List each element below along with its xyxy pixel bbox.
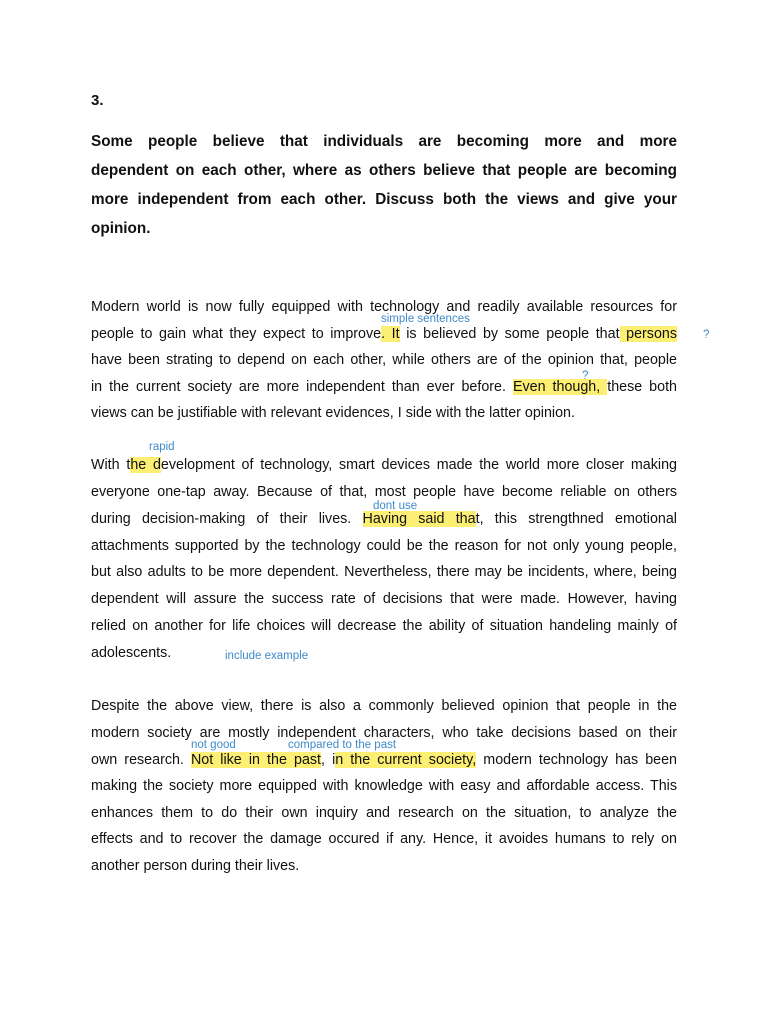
annotation-compared-to-past: compared to the past	[288, 739, 397, 751]
question-line: dependent on each other, where as others believe that people are becoming	[91, 162, 677, 179]
paragraph-1-line: people to gain what they expect to improve. It is believed by some people that persons	[91, 326, 678, 342]
paragraph-3-line: own research. Not like in the past, in the current society, modern technology has been	[91, 752, 678, 768]
annotation-simple-sentences: simple sentences	[381, 313, 470, 325]
paragraph-2-line: dependent will assure the success rate of decisions that were made. However, having	[91, 591, 677, 607]
annotation-not-good: not good	[191, 739, 236, 751]
paragraph-3-line: another person during their lives.	[91, 858, 300, 874]
annotation-include-example: include example	[225, 650, 309, 662]
paragraph-3-line: Despite the above view, there is also a commonly believed opinion that people in the	[91, 698, 677, 714]
paragraph-3-line: effects and to recover the damage occured if any. Hence, it avoides humans to rely on	[91, 831, 677, 847]
paragraph-2-line: everyone one-tap away. Because of that, most people have become reliable on others	[91, 484, 677, 500]
paragraph-2-line: attachments supported by the technology could be the reason for not only young people,	[91, 538, 677, 554]
annotation-question-mark: ?	[703, 329, 710, 341]
highlight: Having said tha	[362, 511, 476, 527]
paragraph-1-line: in the current society are more independent than ever before. Even though, these both	[91, 379, 678, 395]
question-number: 3.	[91, 92, 104, 109]
highlight: persons	[619, 326, 678, 342]
annotation-question-mark: ?	[582, 370, 589, 382]
question-line: opinion.	[91, 220, 151, 237]
paragraph-2-line: adolescents.	[91, 645, 172, 661]
paragraph-3-line: enhances them to do their own inquiry and research on the situation, to analyze the	[91, 805, 677, 821]
question-line: Some people believe that individuals are becoming more and more	[91, 133, 677, 150]
paragraph-3-line: making the society more equipped with knowledge with easy and affordable access. This	[91, 778, 677, 794]
annotation-dont-use: dont use	[373, 500, 418, 512]
paragraph-2-line: during decision-making of their lives. Having said that, this strengthned emotional	[91, 511, 677, 527]
highlight: he d	[130, 457, 161, 473]
highlight: . It	[381, 326, 400, 342]
paragraph-2-line: relied on another for life choices will decrease the ability of situation handeling mainly of	[91, 618, 677, 634]
question-line: more independent from each other. Discuss both the views and give your	[91, 191, 677, 208]
paragraph-1-line: have been strating to depend on each other, while others are of the opinion that, people	[91, 352, 677, 368]
paragraph-1-line: views can be justifiable with relevant evidences, I side with the latter opinion.	[91, 405, 575, 421]
highlight: Not like in the past	[190, 752, 322, 768]
highlight: Even though,	[512, 379, 608, 395]
paragraph-3-line: modern society are mostly independent characters, who take decisions based on their	[91, 725, 677, 741]
annotation-rapid: rapid	[149, 441, 175, 453]
paragraph-2-line: but also adults to be more dependent. Nevertheless, there may be incidents, where, being	[91, 564, 677, 580]
highlight: n the current society,	[335, 752, 477, 768]
paragraph-1-line: Modern world is now fully equipped with technology and readily available resources for	[91, 299, 677, 315]
paragraph-2-line: With the development of technology, smart devices made the world more closer making	[91, 457, 677, 473]
